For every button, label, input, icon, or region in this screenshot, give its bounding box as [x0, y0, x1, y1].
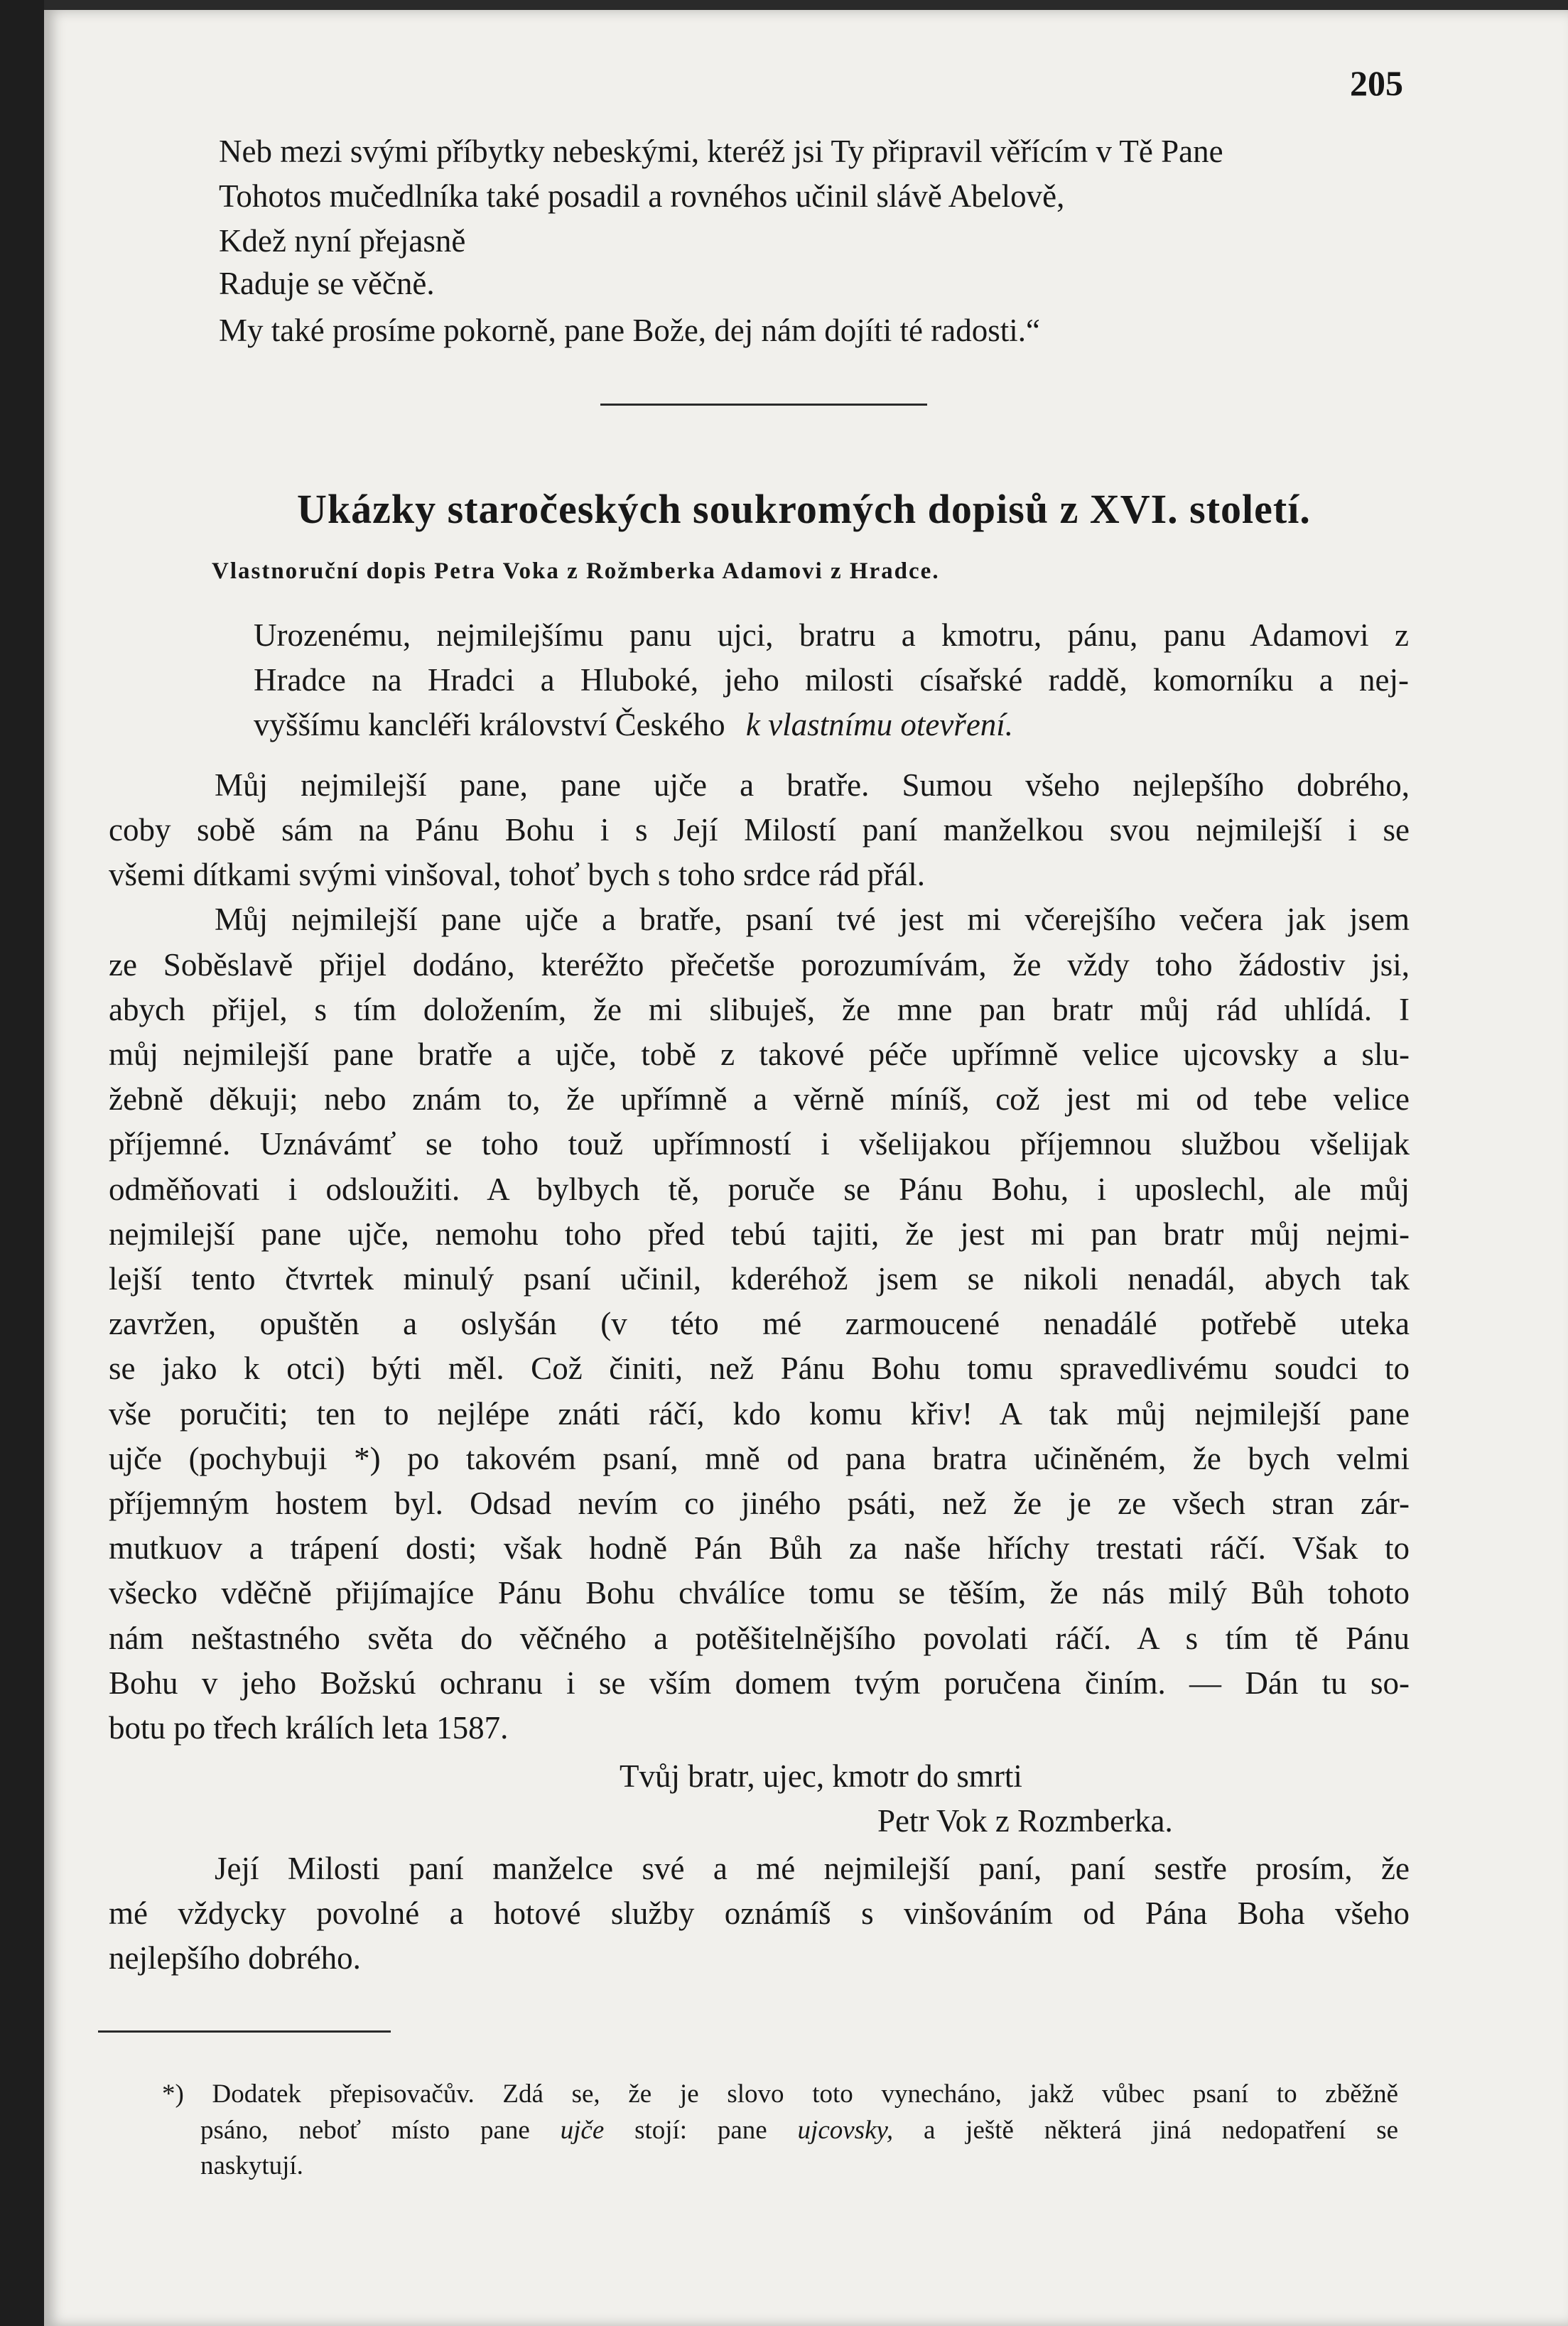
page-number: 205 — [1350, 63, 1403, 103]
address-text: vyššímu kancléři království Českého — [254, 707, 725, 742]
letter-line: zavržen, opuštěn a oslyšán (v této mé zarmoucené nenadálé potřebě uteka — [109, 1306, 1410, 1341]
prayer-line: Kdež nyní přejasně — [219, 223, 466, 259]
letter-line: nejmilejší pane ujče, nemohu toho před tebú tajiti, že jest mi pan bratr můj nejmi- — [109, 1216, 1410, 1252]
scan-border — [44, 0, 1568, 10]
letter-line: mutkuov a trápení dosti; však hodně Pán Bůh za naše hříchy trestati ráčí. Však to — [109, 1530, 1410, 1566]
letter-line: příjemným hostem byl. Odsad nevím co jiného psáti, než že je ze všech stran zár- — [109, 1486, 1410, 1521]
prayer-line: Neb mezi svými příbytky nebeskými, kteréž jsi Ty připravil věřícím v Tě Pane — [219, 134, 1223, 169]
letter-line: všemi dítkami svými vinšoval, tohoť bych s toho srdce rád přál. — [109, 857, 926, 892]
prayer-line: Tohotos mučedlníka také posadil a rovnéhos učinil slávě Abelově, — [219, 178, 1065, 214]
letter-line: nám neštastného světa do věčného a potěšitelnějšího povolati ráčí. A s tím tě Pánu — [109, 1621, 1410, 1656]
letter-line: Bohu v jeho Božskú ochranu i se vším domem tvým poručena činím. — Dán tu so- — [109, 1665, 1410, 1701]
signature-name: Petr Vok z Rozmberka. — [877, 1803, 1173, 1839]
letter-line: se jako k otci) býti měl. Což činiti, než Pánu Bohu tomu spravedlivému soudci to — [109, 1351, 1410, 1386]
footnote-line — [200, 2117, 1398, 2143]
book-page — [44, 10, 1568, 2326]
letter-line: Můj nejmilejší pane, pane ujče a bratře. Sumou všeho nejlepšího dobrého, — [215, 767, 1410, 803]
letter-line: abych přijel, s tím doložením, že mi slibuješ, že mne pan bratr můj rád uhlídá. I — [109, 992, 1410, 1027]
footnote-text: psáno, neboť místo pane — [200, 2116, 530, 2145]
letter-line: botu po třech králích leta 1587. — [109, 1710, 509, 1746]
footnote-marker: *) — [162, 2079, 184, 2109]
prayer-line: My také prosíme pokorně, pane Bože, dej nám dojíti té radosti.“ — [219, 313, 1040, 348]
letter-line: vše poručiti; ten to nejlépe znáti ráčí, kdo komu křiv! A tak můj nejmilejší pane — [109, 1396, 1410, 1432]
section-divider — [600, 404, 927, 406]
letter-line: všecko vděčně přijímajíce Pánu Bohu chválíce tomu se těším, že nás milý Bůh tohoto — [109, 1575, 1410, 1611]
postscript-line: nejlepšího dobrého. — [109, 1940, 361, 1976]
section-title: Ukázky staročeských soukromých dopisů z XVI. století. — [297, 486, 1311, 532]
postscript-line: mé vždycky povolné a hotové služby oznámíš s vinšováním od Pána Boha všeho — [109, 1895, 1410, 1931]
footnote-text: Dodatek přepisovačův. Zdá se, že je slovo toto vynecháno, jakž vůbec psaní to zběžně — [212, 2079, 1398, 2109]
letter-line: coby sobě sám na Pánu Bohu i s Její Milostí paní manželkou svou nejmilejší i se — [109, 812, 1410, 848]
footnote-line — [162, 2081, 1398, 2107]
letter-line: můj nejmilejší pane bratře a ujče, tobě z takové péče upřímně velice ujcovsky a slu- — [109, 1037, 1410, 1072]
address-line: Urozenému, nejmilejšímu panu ujci, bratru a kmotru, pánu, panu Adamovi z — [254, 617, 1409, 653]
prayer-line: Raduje se věčně. — [219, 266, 435, 301]
footnote-text: stojí: pane — [634, 2116, 767, 2145]
address-delivery-note: k vlastnímu otevření. — [745, 707, 1014, 742]
postscript-line: Její Milosti paní manželce své a mé nejmilejší paní, paní sestře prosím, že — [215, 1851, 1410, 1886]
letter-line: žebně děkuji; nebo znám to, že upřímně a věrně míníš, což jest mi od tebe velice — [109, 1081, 1410, 1117]
footnote-divider — [98, 2030, 391, 2033]
footnote-quoted-word: ujče — [560, 2116, 605, 2145]
footnote-text: a ještě některá jiná nedopatření se — [923, 2116, 1399, 2145]
address-line: Hradce na Hradci a Hluboké, jeho milosti císařské raddě, komorníku a nej- — [254, 662, 1409, 698]
footnote-quoted-word: ujcovsky, — [797, 2116, 894, 2145]
letter-line: ujče (pochybuji *) po takovém psaní, mně od pana bratra učiněném, že bych velmi — [109, 1441, 1410, 1476]
letter-line: lejší tento čtvrtek minulý psaní učinil, kderéhož jsem se nikoli nenadál, abych tak — [109, 1261, 1410, 1297]
footnote-line: naskytují. — [200, 2151, 303, 2180]
letter-line: Můj nejmilejší pane ujče a bratře, psaní tvé jest mi včerejšího večera jak jsem — [215, 902, 1410, 937]
letter-line: ze Soběslavě přijel dodáno, kteréžto přečetše porozumívám, že vždy toho žádostiv jsi, — [109, 947, 1410, 983]
signature-closing: Tvůj bratr, ujec, kmotr do smrti — [620, 1758, 1022, 1794]
letter-line: odměňovati i odsloužiti. A bylbych tě, poruče se Pánu Bohu, i uposlechl, ale můj — [109, 1172, 1410, 1207]
address-line — [254, 709, 1013, 741]
letter-line: příjemné. Uznávámť se toho touž upřímností i všelijakou příjemnou službou všelijak — [109, 1126, 1410, 1162]
letter-title: Vlastnoruční dopis Petra Voka z Rožmberka Adamovi z Hradce. — [212, 558, 940, 584]
